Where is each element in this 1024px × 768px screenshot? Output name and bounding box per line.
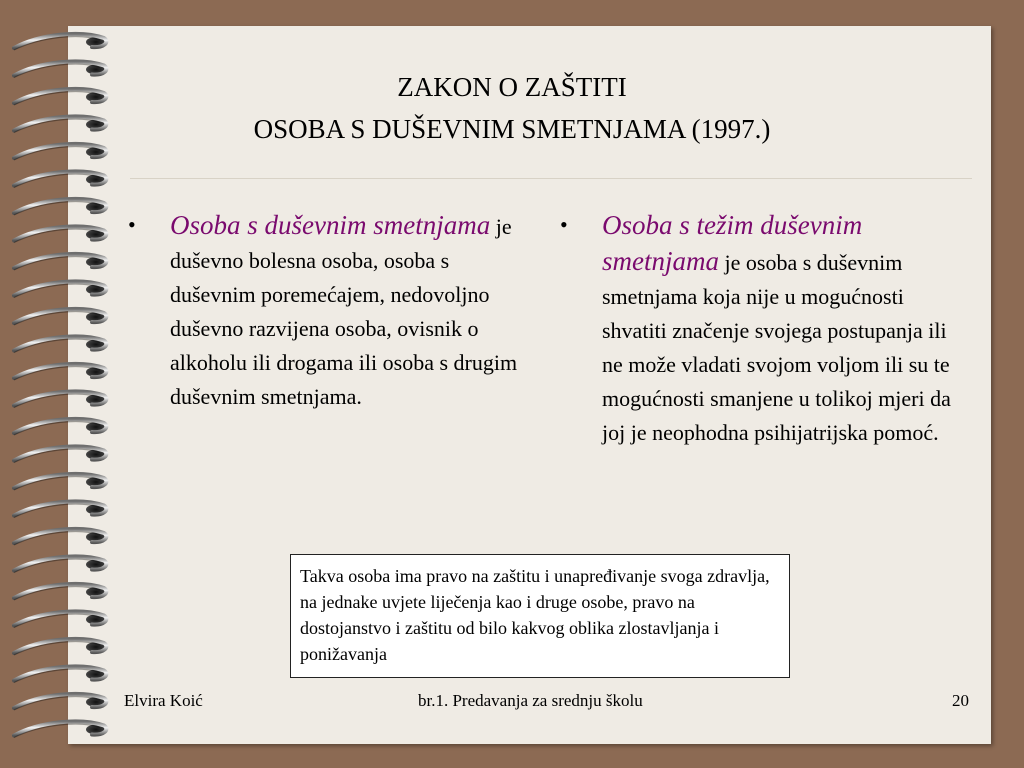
binding-ring (14, 474, 106, 490)
binding-ring (14, 446, 106, 462)
binding-ring (14, 309, 106, 325)
binding-ring (14, 529, 106, 545)
title-divider (130, 178, 972, 179)
binding-ring (14, 391, 106, 407)
binding-ring (14, 666, 106, 682)
binding-ring (14, 584, 106, 600)
left-bullet-item (128, 208, 528, 414)
binding-ring (14, 721, 106, 737)
term-highlight: Osoba s duševnim smetnjama (170, 210, 491, 240)
binding-ring (14, 171, 106, 187)
binding-ring (14, 34, 106, 50)
page-number: 20 (952, 691, 969, 710)
binding-ring (14, 611, 106, 627)
bullet-marker: • (128, 212, 136, 237)
footer-author: Elvira Koić (124, 691, 203, 710)
slide-title-line1: ZAKON O ZAŠTITI (397, 72, 627, 102)
binding-ring (14, 336, 106, 352)
binding-ring (14, 364, 106, 380)
footer-course: br.1. Predavanja za srednju školu (418, 691, 643, 710)
binding-ring (14, 556, 106, 572)
binding-ring (14, 501, 106, 517)
binding-ring (14, 199, 106, 215)
right-bullet-text (602, 208, 970, 450)
binding-ring (14, 254, 106, 270)
binding-ring (14, 419, 106, 435)
term-highlight: Osoba s težim duševnim smetnjama (602, 210, 863, 276)
slide-title-line2: OSOBA S DUŠEVNIM SMETNJAMA (1997.) (253, 114, 771, 144)
definition-text: je duševno bolesna osoba, osoba s duševnim poremećajem, nedovoljno duševno razvijena osoba, ovisnik o alkoholu ili drogama ili osoba s drugim duševnim smetnjama. (170, 214, 518, 409)
bullet-marker: • (560, 212, 568, 237)
right-bullet-item (560, 208, 970, 450)
binding-ring (14, 144, 106, 160)
binding-ring (14, 226, 106, 242)
binding-ring (14, 694, 106, 710)
left-bullet-text (170, 208, 528, 414)
binding-ring (14, 639, 106, 655)
binding-ring (14, 281, 106, 297)
definition-text: je osoba s duševnim smetnjama koja nije u mogućnosti shvatiti značenje svojega postupanja ili ne može vladati svojom voljom ili su te mogućnosti smanjene u tolikoj mjeri da joj je neophodna psihijatrijska pomoć. (602, 250, 951, 445)
rights-note-box: Takva osoba ima pravo na zaštitu i unapređivanje svoga zdravlja, na jednake uvjete liječenja kao i druge osobe, pravo na dostojanstvo i zaštitu od bilo kakvog oblika zlostavljanja i ponižavanja (290, 554, 790, 678)
